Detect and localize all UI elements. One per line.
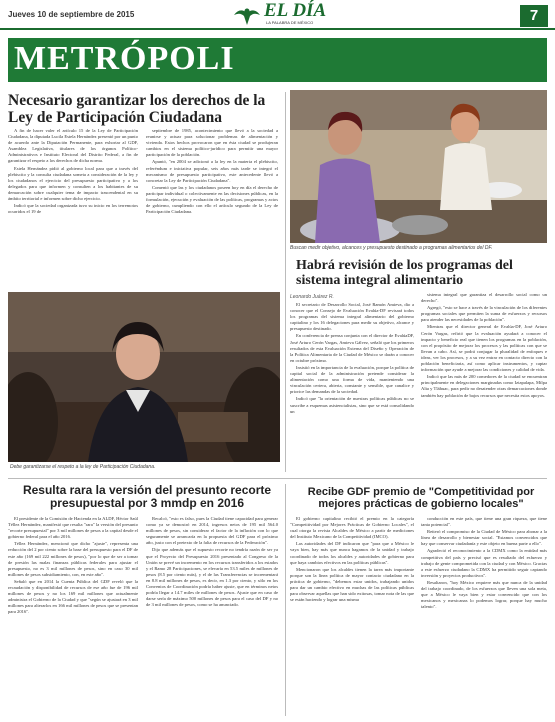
article1-headline: Necesario garantizar los derechos de la Ley de Participación Ciudadana — [8, 92, 266, 127]
article2-byline: Leonardo Juárez R. — [290, 294, 334, 300]
article1-col1-paragraph: Estela Hernández pidió al gobierno local para que a través del plebiscito y la consulta ciudadana someta a consideración de la ley y los ciudadanos el ejercicio del presupuesto participativo y a los delegados para que informen y consulten a los habitantes de su demarcación sobre cualquier tema de impacto trascendental en su ámbito territorial e informen sobre dicho ejercicio. — [8, 165, 138, 202]
article2-col1-paragraph: Indicó que "la orientación de nuestras políticas públicas no se suscribe a esquemas asistencialistas, sino que se está consolidando un — [290, 396, 414, 414]
column-divider — [285, 92, 286, 472]
section-banner — [8, 38, 547, 82]
article2-photo — [290, 90, 547, 243]
article1-col2-paragraph: Comentó que las y los ciudadanos poseen hoy en día el derecho de participar individual o colectivamente en las decisiones públicas, en la formulación, ejecución y evaluación de las políticas, programas y actos de gobierno, cumpliendo con ello el artículo segundo de la Ley de Participación Ciudadana. — [146, 184, 278, 215]
article4-column-1 — [290, 516, 414, 716]
article4-col1-paragraph: Mencionaron que los alcaldes tienen la tarea más importante porque son la línea política de mayor contacto ciudadano en la práctica de gobierno, "debemos estar unidos, trabajando unidos para dar un cambio efectivo en muchas de las políticas públicas para observar aquellas que han sido exitosas, tomar nota de las que se están haciendo y lograr una misma — [290, 566, 414, 603]
article3-col2-paragraph: Recalcó, "esto es falso, pues la Ciudad tiene capacidad para generar como ya se demostró en 2014, ingresos netos de 195 mil 564.0 millones de pesos, sin considerar el factor de la inflación con lo que seguramente se arrancaría en la propuesta del GDF para el próximo año, justo con el pretexto de la falta de recursos de la Federación". — [146, 516, 278, 546]
article1-photo-caption: Debe garantizarse el respeto a la ley de Participación Ciudadana. — [10, 464, 156, 470]
article4-headline: Recibe GDF premio de "Competitividad por mejores prácticas de gobierno locales" — [307, 486, 535, 511]
article4-col1-paragraph: El gobierno capitalino recibió el premio en la categoría "Competitividad por Mejores Prácticas de Gobierno Locales", el cual otorga la revista Alcaldes de México a partir de mediciones del Instituto Mexicano de la Competitividad (IMCO). — [290, 516, 414, 540]
article3-column-1 — [8, 516, 138, 716]
article3-column-2 — [146, 516, 278, 716]
article2-col2-paragraph: sistema integral que garantiza el desarrollo social como un derecho". — [421, 292, 547, 304]
article3-col2-paragraph: Dijo que además que el supuesto recorte no tendría razón de ser ya que el Proyecto del Presupuesto 2016 presentado al Congreso de la Unión se prevé un incremento en los recursos transferidos a los estados y el Ramo 28 Participaciones, se elevaría en 53.5 miles de millones de pesos (8.5 por ciento más), y el de las Transferencias se incrementará en 8.8 mil millones de pesos, es decir, en 1.3 por ciento, y sólo en los Convenios de Coordinación podría haber ajuste, que en términos netos podría llegar a 14.7 miles de millones de pesos. Ajuste que en caso de darse sería de máximo 500 millones de pesos para el caso del DF y no de 3 mil millones de pesos, como se ha anunciado. — [146, 547, 278, 608]
article1-col1-paragraph: Indicó que la sociedad organizada tuvo su inicio en los terremotos ocurridos el 19 de — [8, 203, 138, 215]
page-number: 7 — [520, 5, 548, 27]
logo-tagline: LA PALABRA DE MÉXICO — [266, 20, 314, 25]
article2-column-1 — [290, 302, 414, 474]
article1-photo — [8, 292, 280, 462]
article3-col1-paragraph: Señaló que en 2014 la Cuenta Pública del GDF reveló que la recaudación y disponibilidad de recursos de ese año fue de 196 mil millones de pesos y no los 169 mil millones que actualmente administra el Gobierno de la Ciudad y que "según se ajustará en 3 mil millones para alterarlos en 166 mil millones de pesos que se presentan para 2016". — [8, 578, 138, 615]
article1-column-1 — [8, 128, 138, 288]
eagle-icon — [232, 3, 262, 27]
article1-col2-paragraph: septiembre de 1985, acontecimiento que llevó a la sociedad a reunirse y actuar para solucionar problemas de alimentación y vivienda. Estos hechos provocaron que en ésta ciudad se produjeran cambios en el sistema político-jurídico para permitir una mayor participación de la población. — [146, 128, 278, 158]
article1-col2-paragraph: Apuntó, "en 2004 se adicionó a la ley en la materia el plebiscito, referéndum e iniciativa popular, seis años más tarde se integró el mecanismo de presupuesto participativo, este antecedente llevó a concretar la Ley de Participación Ciudadana". — [146, 159, 278, 183]
article2-col1-paragraph: En conferencia de prensa conjunta con el director de EvalúaDF, José Arturo Cerón Vargas, Amieva Gálvez, señaló que los primeros resultados de esta Evaluación Externa del Diseño y Operación de la Política Alimentaria de la Ciudad de México se darán a conocer en octubre próximo. — [290, 333, 414, 363]
article4-col2-paragraph: Reiteró el compromiso de la Ciudad de México para abonar a la línea de desarrollo y bienestar social. "Estamos convencidos que hay que conservar ciudadanía y este objeto en buena parte a ello". — [421, 529, 547, 547]
article1-col1-paragraph: A fin de hacer valer el artículo 15 de la Ley de Participación Ciudadana, la diputada Lucila Estela Hernández presentó por un punto de acuerdo ante la Diputación Permanente, para exhortar al GDF, Asamblea Legislativa, titulares de los órganos Político-Administrativos e Instituto Electoral del Distrito Federal, a fin de garantizar el respeto a los derechos de dicha norma. — [8, 128, 138, 164]
section-title: METRÓPOLI — [14, 40, 235, 77]
article3-headline: Resulta rara la versión del presunto recorte presupuestal por 3 mmdp en 2016 — [22, 483, 272, 511]
article2-col2-paragraph: Mientras que el director general de Evalúa-DF, José Arturo Cerón Vargas, refirió que la evaluación ayudará a conocer el impacto y beneficio real que tienen los programas en la población, con el propósito de mejorar los procesos y las políticas con que se llevan a cabo. Así, se podrá conjugar la pluralidad de enfoques e ideas, ver los procesos, y a su vez entrar en contacto directo con la población beneficiaria, así como aplicar instrumentos, y captar información que ayude a mejorar las condiciones y calidad de vida. — [421, 324, 547, 373]
article4-col2-paragraph: conducción en este país, que tiene una gran riqueza, que tiene tanta potencial". — [421, 516, 547, 528]
article3-col1-paragraph: Téllez Hernández, mencionó que dicho "ajuste", representa una reducción del 2 por ciento sobre la base del presupuesto para el DF de este año (169 mil 222 millones de pesos), "por lo que de ser a tomar de presión las malas finanzas públicas federales para ajustar el presupuesto, no es 3 mil millones de pesos, sino en caso 30 mil millones de pesos subsidiamiento, con, en este año". — [8, 541, 138, 577]
logo-wordmark: EL DÍA — [264, 0, 327, 21]
article2-photo-caption: Buscan medir objetivo, alcances y presupuesto destinado a programas alimentarios del DF. — [290, 245, 493, 251]
section-divider — [8, 478, 547, 479]
article2-headline: Habrá revisión de los programas del sistema integral alimentario — [296, 258, 513, 289]
article2-col2-paragraph: Agregó, "esto se hace a través de la vinculación de los diferentes programas sociales que permiten la suma de esfuerzos y recursos para atender las necesidades de la población". — [421, 305, 547, 323]
article1-column-2 — [146, 128, 278, 288]
article4-col2-paragraph: Agradeció el reconocimiento a la CDMX como la entidad más competitiva del país y precisó que es resultado del esfuerzo y trabajo de gente comprometida con la ciudad y con México. Gracias a este esfuerzo ciudadano la CDMX ha permitido seguir captando inversión y proyectos productivos". — [421, 548, 547, 578]
article4-col1-paragraph: Las autoridades del DF indicaron que "para que a México le vaya bien, hay más que nunca hagamos de la unidad y trabajo coordinado de todos los alcaldes y autoridades de gobierno para que haya cambios efectivos en las políticas públicas". — [290, 541, 414, 565]
article2-col2-paragraph: Indicó que las más de 200 comedores de la ciudad se encuentran principalmente en delegaciones marginadas como Iztapalapa, Milpa Alta y Tláhuac, para pedir no desatender otras demarcaciones donde también hay población de bajos recursos que necesita estos apoyos. — [421, 374, 547, 398]
article2-column-2 — [421, 292, 547, 474]
column-divider — [285, 484, 286, 716]
article4-col2-paragraph: Resaltaron, "hoy México requiere más que nunca de la unidad del trabajo coordinado, de los esfuerzos que lleven una sola meta, que a México le vaya bien y estar convencido que con los mexicanos y mexicanas lo podemos lograr, porque hay mucho talento". — [421, 579, 547, 610]
article3-col1-paragraph: El presidente de la Comisión de Hacienda en la ALDF, Héctor Saúl Téllez Hernández, manifestó que resulta "rara" la versión del presunto "recorte presupuestal" por 3 mil millones de pesos a la capital desde el gobierno federal para el año 2016. — [8, 516, 138, 540]
newspaper-logo — [232, 2, 328, 28]
issue-date: Jueves 10 de septiembre de 2015 — [8, 10, 135, 19]
article4-column-2 — [421, 516, 547, 716]
article2-col1-paragraph: Insistió en la importancia de la evaluación, porque la política de capital social de la administración pretende considerar la alimentación como una forma de vida, manteniendo una vinculación certera, abierta, constante y sensible, que canalice y priorice las demandas de la sociedad. — [290, 364, 414, 395]
article2-col1-paragraph: El secretario de Desarrollo Social, José Ramón Amieva, dio a conocer que el Consejo de Evaluación Evalúa-DF revisará todos los programas del sistema integral alimentario del gobierno capitalino y los 16 delegaciones para medir su objetivo, alcance y presupuesto destinado. — [290, 302, 414, 332]
header-rule — [0, 28, 555, 30]
